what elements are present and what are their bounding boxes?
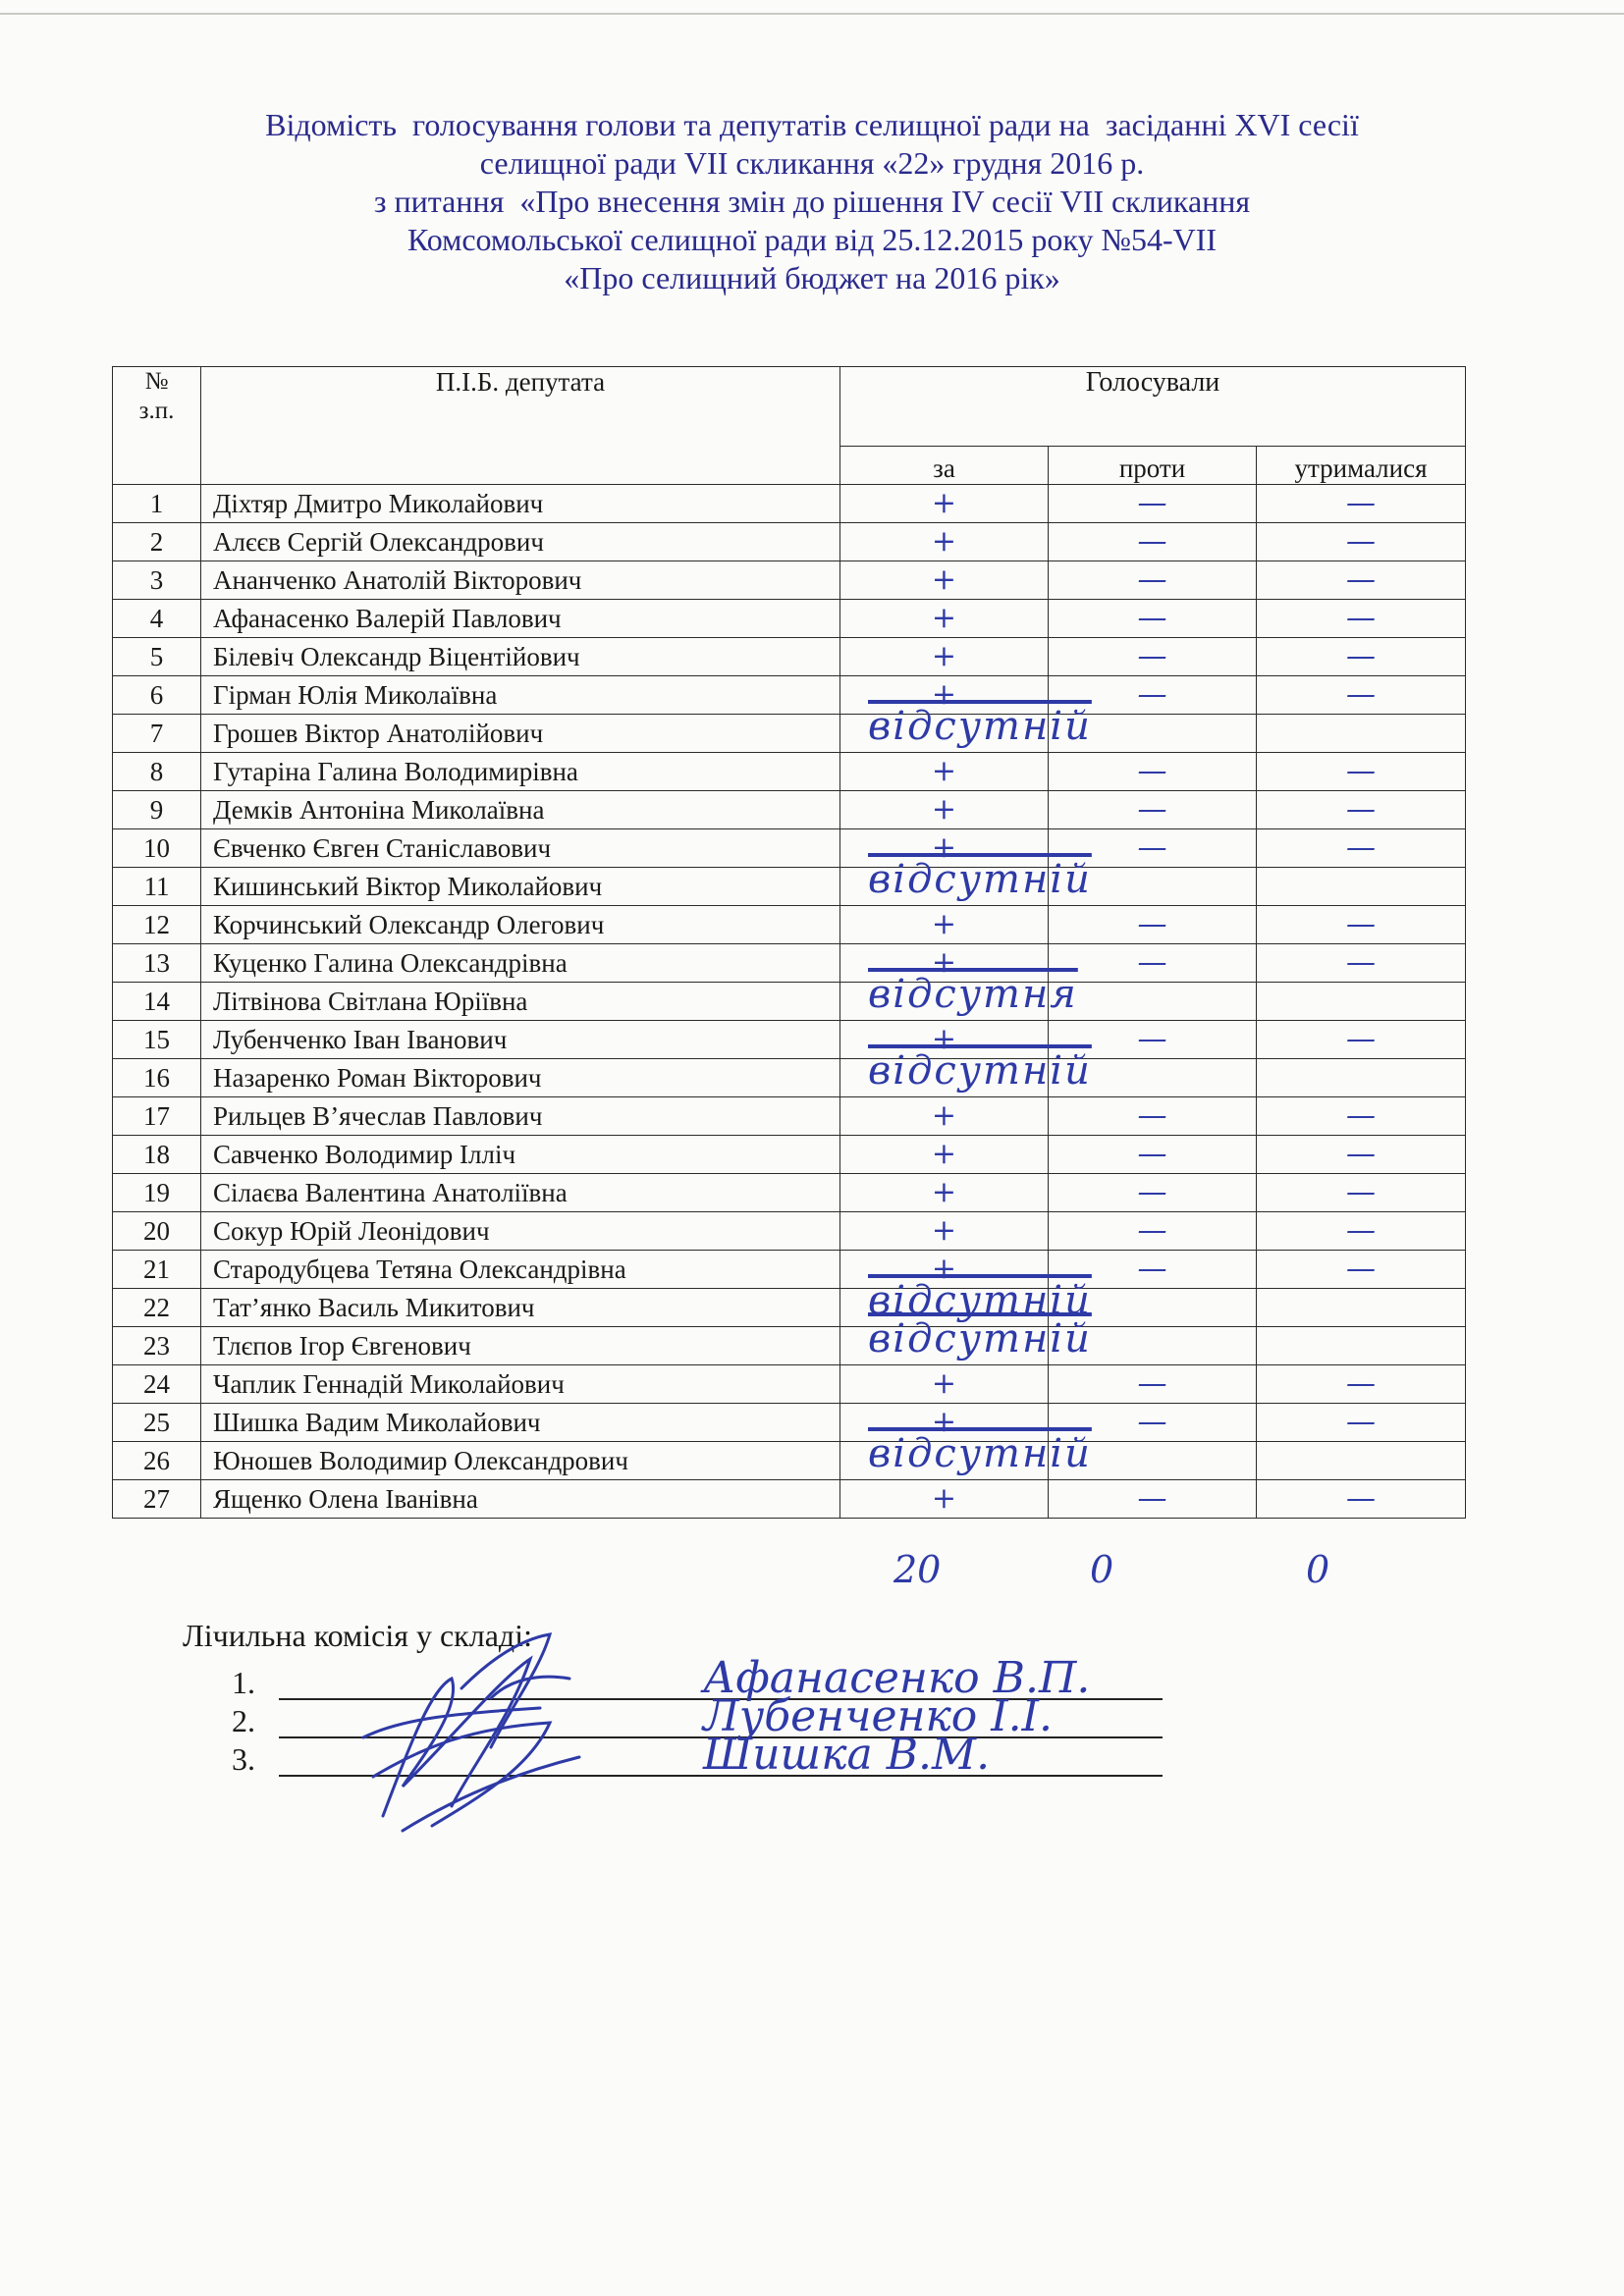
row-number: 4: [113, 600, 201, 638]
deputy-name: Євченко Євген Станіславович: [201, 829, 840, 868]
vote-for: +: [840, 753, 1049, 791]
deputy-name: Савченко Володимир Ілліч: [201, 1136, 840, 1174]
vote-for: +: [840, 1251, 1049, 1289]
vote-for: +: [840, 1480, 1049, 1519]
vote-against: —: [1049, 561, 1257, 600]
row-number: 2: [113, 523, 201, 561]
deputy-name: Тлєпов Ігор Євгенович: [201, 1327, 840, 1365]
row-number: 18: [113, 1136, 201, 1174]
vote-abstain: —: [1257, 1136, 1466, 1174]
vote-abstain: —: [1257, 1174, 1466, 1212]
vote-abstain: [1257, 1327, 1466, 1365]
title-line-2: селищної ради VII скликання «22» грудня 2016 р.: [479, 145, 1145, 181]
vote-abstain: [1257, 1059, 1466, 1097]
vote-totals: [0, 1548, 1624, 1597]
vote-for: [840, 1431, 1092, 1480]
row-number: 27: [113, 1480, 201, 1519]
vote-abstain: —: [1257, 600, 1466, 638]
commission-member-2: [232, 1691, 1053, 1741]
absent-note: відсутній: [868, 1431, 1092, 1476]
deputy-name: Куценко Галина Олександрівна: [201, 944, 840, 983]
table-row: [113, 1174, 1466, 1212]
vote-for: [840, 1048, 1092, 1097]
table-row: [113, 600, 1466, 638]
vote-abstain: —: [1257, 753, 1466, 791]
total-against: 0: [1090, 1548, 1114, 1591]
deputy-name: Ананченко Анатолій Вікторович: [201, 561, 840, 600]
vote-abstain: [1257, 715, 1466, 753]
title-line-4: Комсомольської селищної ради від 25.12.2015 року №54-VII: [406, 222, 1218, 257]
vote-for: +: [840, 944, 1049, 983]
deputy-name: Сілаєва Валентина Анатоліївна: [201, 1174, 840, 1212]
deputy-name: Чаплик Геннадій Миколайович: [201, 1365, 840, 1404]
vote-against: [1049, 983, 1257, 1021]
vote-against: —: [1049, 1365, 1257, 1404]
deputy-name: Ященко Олена Іванівна: [201, 1480, 840, 1519]
commission-member-1: [232, 1653, 1091, 1703]
absent-note: відсутній: [868, 1278, 1092, 1323]
vote-against: —: [1049, 1404, 1257, 1442]
row-number: 26: [113, 1442, 201, 1480]
deputy-name: Назаренко Роман Вікторович: [201, 1059, 840, 1097]
table-row: [113, 1059, 1466, 1097]
table-row: [113, 715, 1466, 753]
vote-abstain: —: [1257, 829, 1466, 868]
voting-table: [112, 366, 1466, 1519]
table-row: [113, 791, 1466, 829]
deputy-name: Юношев Володимир Олександрович: [201, 1442, 840, 1480]
deputy-name: Гірман Юлія Миколаївна: [201, 676, 840, 715]
row-number: 9: [113, 791, 201, 829]
header-for: за: [840, 447, 1049, 485]
vote-against: —: [1049, 944, 1257, 983]
table-row: [113, 1289, 1466, 1327]
vote-abstain: [1257, 983, 1466, 1021]
table-row: [113, 906, 1466, 944]
vote-abstain: [1257, 868, 1466, 906]
table-row: [113, 1021, 1466, 1059]
member-name: Лубенченко І.І.: [703, 1691, 1053, 1741]
absent-note: відсутній: [868, 1048, 1092, 1094]
table-row: [113, 753, 1466, 791]
vote-abstain: [1257, 1442, 1466, 1480]
vote-for: +: [840, 1404, 1049, 1442]
table-row: [113, 523, 1466, 561]
vote-abstain: —: [1257, 944, 1466, 983]
table-row: [113, 983, 1466, 1021]
vote-against: —: [1049, 1212, 1257, 1251]
vote-against: —: [1049, 1174, 1257, 1212]
absent-note: відсутня: [868, 972, 1078, 1017]
vote-for: +: [840, 1365, 1049, 1404]
handwritten-signatures: [344, 1620, 668, 1855]
row-number: 12: [113, 906, 201, 944]
vote-against: —: [1049, 753, 1257, 791]
absent-note: відсутній: [868, 1316, 1092, 1362]
vote-for: [840, 704, 1092, 753]
member-name: Афанасенко В.П.: [703, 1653, 1091, 1703]
member-number: 1.: [232, 1665, 255, 1700]
deputy-name: Демків Антоніна Миколаївна: [201, 791, 840, 829]
vote-for: +: [840, 638, 1049, 676]
row-number: 25: [113, 1404, 201, 1442]
vote-against: —: [1049, 791, 1257, 829]
row-number: 1: [113, 485, 201, 523]
row-number: 7: [113, 715, 201, 753]
vote-for: +: [840, 1212, 1049, 1251]
deputy-name: Шишка Вадим Миколайович: [201, 1404, 840, 1442]
table-row: [113, 1365, 1466, 1404]
vote-for: +: [840, 561, 1049, 600]
vote-abstain: —: [1257, 485, 1466, 523]
vote-abstain: —: [1257, 561, 1466, 600]
table-row: [113, 638, 1466, 676]
total-abstain: 0: [1306, 1548, 1330, 1591]
table-row: [113, 1442, 1466, 1480]
header-name: П.І.Б. депутата: [201, 367, 840, 485]
deputy-name: Лубенченко Іван Іванович: [201, 1021, 840, 1059]
absent-note: відсутній: [868, 704, 1092, 749]
row-number: 19: [113, 1174, 201, 1212]
vote-abstain: —: [1257, 523, 1466, 561]
vote-abstain: —: [1257, 676, 1466, 715]
member-number: 2.: [232, 1703, 255, 1738]
vote-abstain: —: [1257, 1365, 1466, 1404]
row-number: 13: [113, 944, 201, 983]
deputy-name: Рильцев В’ячеслав Павлович: [201, 1097, 840, 1136]
row-number: 22: [113, 1289, 201, 1327]
vote-abstain: —: [1257, 791, 1466, 829]
title-line-1: Відомість голосування голови та депутатів селищної ради на засіданні XVI сесії: [265, 107, 1359, 142]
vote-against: —: [1049, 1251, 1257, 1289]
row-number: 16: [113, 1059, 201, 1097]
document-title: [0, 106, 1624, 297]
vote-against: —: [1049, 1480, 1257, 1519]
vote-for: +: [840, 829, 1049, 868]
vote-against: —: [1049, 1097, 1257, 1136]
table-row: [113, 1404, 1466, 1442]
vote-for: +: [840, 1097, 1049, 1136]
vote-abstain: —: [1257, 906, 1466, 944]
header-abstain: утрималися: [1257, 447, 1466, 485]
vote-for: +: [840, 485, 1049, 523]
member-number: 3.: [232, 1741, 255, 1777]
deputy-name: Літвінова Світлана Юріївна: [201, 983, 840, 1021]
vote-against: —: [1049, 906, 1257, 944]
table-row: [113, 1097, 1466, 1136]
deputy-name: Афанасенко Валерій Павлович: [201, 600, 840, 638]
row-number: 5: [113, 638, 201, 676]
table-row: [113, 1212, 1466, 1251]
table-row: [113, 676, 1466, 715]
vote-abstain: —: [1257, 1212, 1466, 1251]
vote-abstain: [1257, 1289, 1466, 1327]
vote-for: +: [840, 676, 1049, 715]
vote-against: —: [1049, 523, 1257, 561]
member-name: Шишка В.М.: [703, 1730, 991, 1780]
vote-for: +: [840, 1174, 1049, 1212]
commission-title: Лічильна комісія у складі:: [183, 1618, 532, 1653]
vote-for: [840, 972, 1078, 1021]
row-number: 17: [113, 1097, 201, 1136]
deputy-name: Кишинський Віктор Миколайович: [201, 868, 840, 906]
deputy-name: Стародубцева Тетяна Олександрівна: [201, 1251, 840, 1289]
vote-for: +: [840, 1136, 1049, 1174]
vote-for: +: [840, 791, 1049, 829]
vote-abstain: —: [1257, 1251, 1466, 1289]
commission-member-3: [232, 1730, 991, 1780]
vote-abstain: —: [1257, 1097, 1466, 1136]
vote-abstain: —: [1257, 1480, 1466, 1519]
vote-against: —: [1049, 1136, 1257, 1174]
header-against: проти: [1049, 447, 1257, 485]
vote-against: —: [1049, 676, 1257, 715]
table-row: [113, 1251, 1466, 1289]
row-number: 3: [113, 561, 201, 600]
deputy-name: Тат’янко Василь Микитович: [201, 1289, 840, 1327]
deputy-name: Білевіч Олександр Віцентійович: [201, 638, 840, 676]
row-number: 10: [113, 829, 201, 868]
title-line-5: «Про селищний бюджет на 2016 рік»: [564, 260, 1060, 295]
header-voted: Голосували: [840, 367, 1466, 447]
row-number: 15: [113, 1021, 201, 1059]
vote-for: +: [840, 1021, 1049, 1059]
deputy-name: Грошев Віктор Анатолійович: [201, 715, 840, 753]
row-number: 6: [113, 676, 201, 715]
table-row: [113, 829, 1466, 868]
vote-for: +: [840, 600, 1049, 638]
vote-abstain: —: [1257, 1404, 1466, 1442]
page-top-edge: [0, 13, 1624, 15]
vote-for: [840, 857, 1092, 906]
absent-note: відсутній: [868, 857, 1092, 902]
row-number: 11: [113, 868, 201, 906]
title-line-3: з питання «Про внесення змін до рішення IV сесії VII скликання: [373, 184, 1251, 219]
row-number: 24: [113, 1365, 201, 1404]
vote-against: —: [1049, 485, 1257, 523]
table-row: [113, 1136, 1466, 1174]
table-row: [113, 1327, 1466, 1365]
row-number: 20: [113, 1212, 201, 1251]
row-number: 14: [113, 983, 201, 1021]
vote-for: [840, 1316, 1092, 1365]
deputy-name: Діхтяр Дмитро Миколайович: [201, 485, 840, 523]
table-row: [113, 561, 1466, 600]
deputy-name: Корчинський Олександр Олегович: [201, 906, 840, 944]
vote-abstain: —: [1257, 1021, 1466, 1059]
row-number: 23: [113, 1327, 201, 1365]
deputy-name: Гутаріна Галина Володимирівна: [201, 753, 840, 791]
deputy-name: Алєєв Сергій Олександрович: [201, 523, 840, 561]
header-number: № з.п.: [113, 367, 201, 485]
vote-against: —: [1049, 829, 1257, 868]
deputy-name: Сокур Юрій Леонідович: [201, 1212, 840, 1251]
vote-against: —: [1049, 638, 1257, 676]
table-row: [113, 944, 1466, 983]
vote-abstain: —: [1257, 638, 1466, 676]
vote-against: —: [1049, 1021, 1257, 1059]
table-row: [113, 485, 1466, 523]
total-for: 20: [893, 1548, 942, 1591]
table-row: [113, 1480, 1466, 1519]
vote-for: +: [840, 906, 1049, 944]
vote-against: —: [1049, 600, 1257, 638]
row-number: 8: [113, 753, 201, 791]
table-body: [113, 485, 1466, 1519]
row-number: 21: [113, 1251, 201, 1289]
vote-for: +: [840, 523, 1049, 561]
table-row: [113, 868, 1466, 906]
